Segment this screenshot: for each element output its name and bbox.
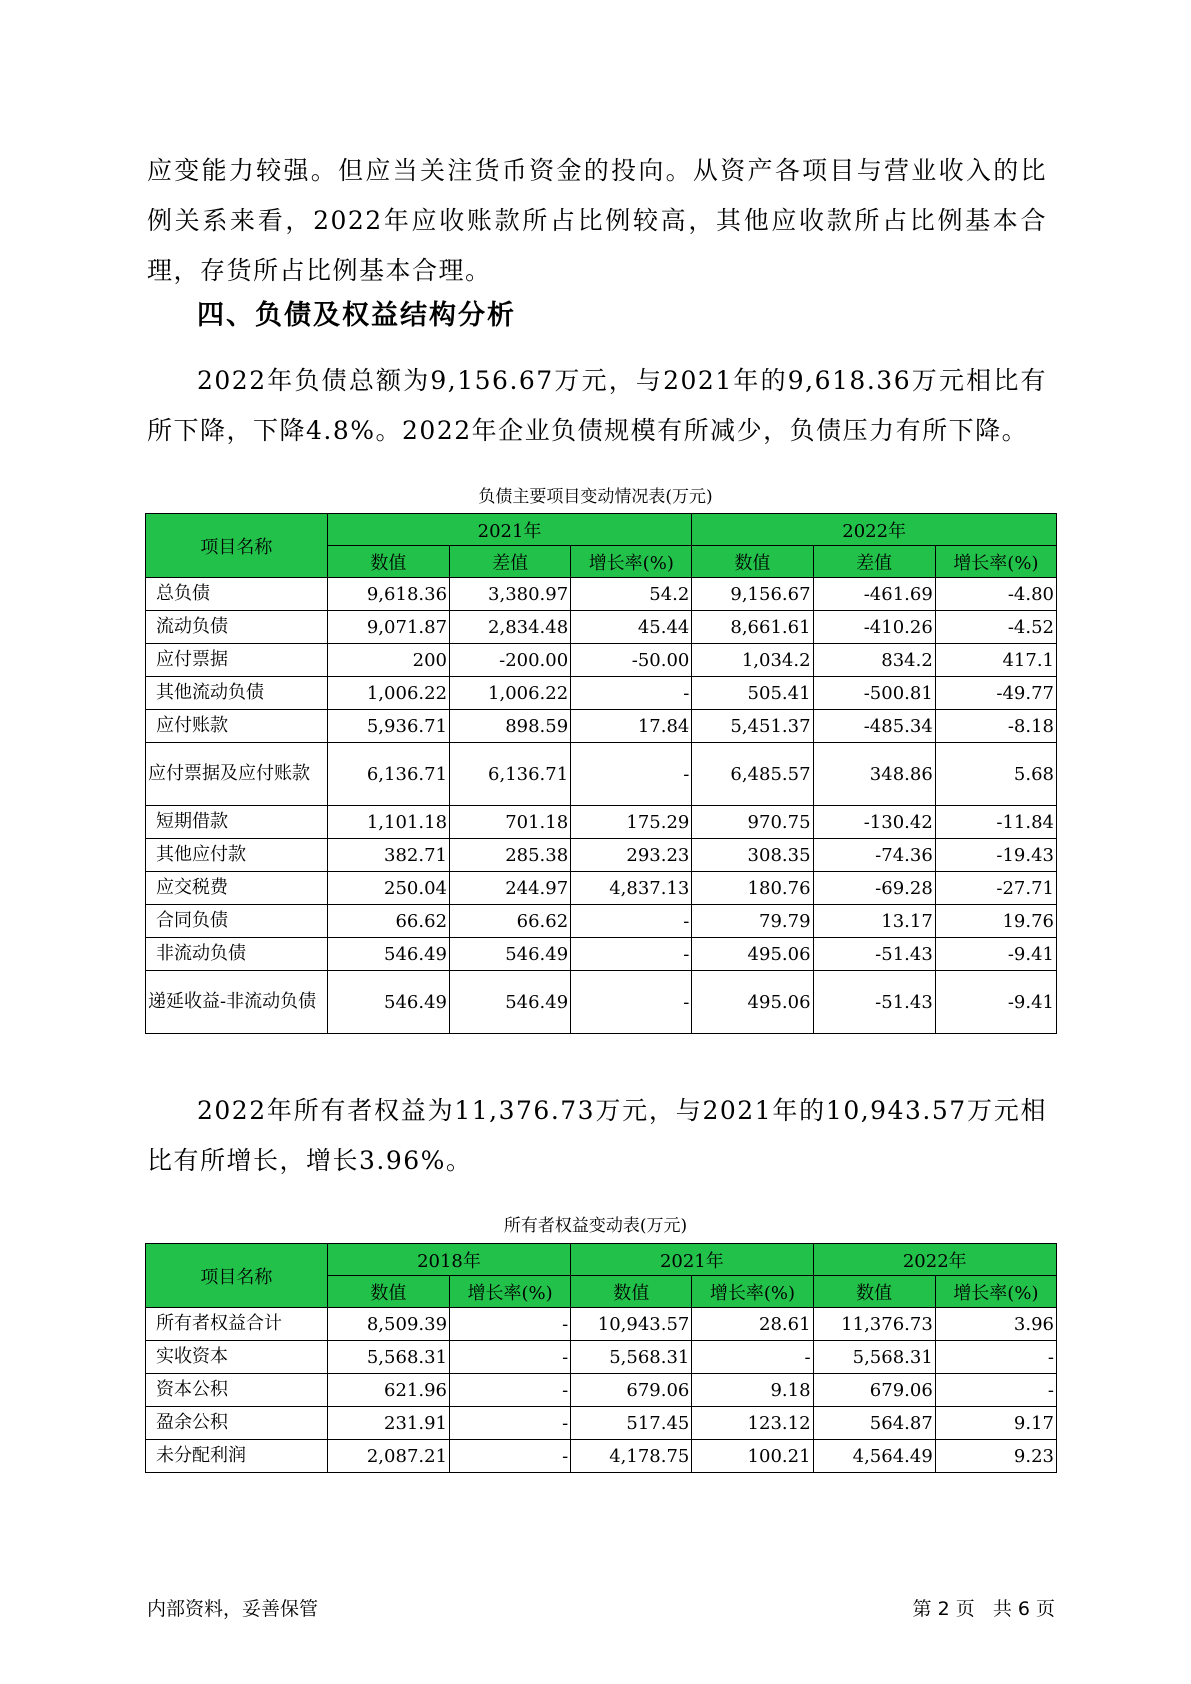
table-cell: 970.75 [692, 806, 813, 839]
table-cell: -485.34 [813, 710, 935, 743]
row-label: 短期借款 [146, 806, 328, 839]
table-cell: 8,509.39 [327, 1308, 449, 1341]
liabilities-paragraph: 2022年负债总额为9,156.67万元，与2021年的9,618.36万元相比有所下降，下降4.8%。2022年企业负债规模有所减少，负债压力有所下降。 [147, 366, 1047, 445]
table-cell: 9.17 [935, 1407, 1056, 1440]
table-cell: 6,136.71 [327, 743, 449, 806]
table-cell: 8,661.61 [692, 611, 813, 644]
row-label: 未分配利润 [146, 1440, 328, 1473]
table-row [146, 677, 1057, 710]
row-label: 应付票据及应付账款 [146, 743, 328, 806]
table-cell: - [935, 1341, 1056, 1374]
table-row [146, 1407, 1057, 1440]
table-cell: 3,380.97 [450, 578, 571, 611]
table-cell: 123.12 [692, 1407, 813, 1440]
table-cell: 10,943.57 [571, 1308, 692, 1341]
table-cell: - [935, 1374, 1056, 1407]
table-cell: -4.52 [935, 611, 1056, 644]
table-cell: 546.49 [327, 971, 449, 1034]
table-cell: 1,006.22 [327, 677, 449, 710]
column-header: 数值 [327, 546, 449, 578]
item-name-header: 项目名称 [146, 514, 328, 578]
table-cell: -410.26 [813, 611, 935, 644]
table-cell: 308.35 [692, 839, 813, 872]
table-cell: 79.79 [692, 905, 813, 938]
table-cell: 417.1 [935, 644, 1056, 677]
table-row [146, 905, 1057, 938]
table-cell: 9.18 [692, 1374, 813, 1407]
table-cell: 9,071.87 [327, 611, 449, 644]
equity-table [145, 1243, 1057, 1473]
table-cell: -50.00 [571, 644, 692, 677]
table-cell: 1,101.18 [327, 806, 449, 839]
equity-paragraph: 2022年所有者权益为11,376.73万元，与2021年的10,943.57万元相比有所增长，增长3.96%。 [147, 1096, 1047, 1175]
table-cell: 505.41 [692, 677, 813, 710]
table-cell: 100.21 [692, 1440, 813, 1473]
table-cell: 2,834.48 [450, 611, 571, 644]
table-cell: 5.68 [935, 743, 1056, 806]
table-cell: -8.18 [935, 710, 1056, 743]
table-row [146, 806, 1057, 839]
table-row [146, 611, 1057, 644]
table-cell: -19.43 [935, 839, 1056, 872]
row-label: 流动负债 [146, 611, 328, 644]
table-cell: 546.49 [450, 938, 571, 971]
year-header: 2021年 [571, 1244, 813, 1276]
table-cell: 13.17 [813, 905, 935, 938]
year-header: 2022年 [813, 1244, 1056, 1276]
table-cell: 5,936.71 [327, 710, 449, 743]
liability-table-caption: 负债主要项目变动情况表(万元) [478, 487, 713, 507]
table-cell: 564.87 [813, 1407, 935, 1440]
table-row [146, 1374, 1057, 1407]
year-header: 2022年 [692, 514, 1057, 546]
table-cell: 382.71 [327, 839, 449, 872]
column-header: 增长率(%) [450, 1276, 571, 1308]
footer-page-number: 第 2 页 共 6 页 [912, 1598, 1055, 1620]
column-header: 差值 [813, 546, 935, 578]
table-cell: - [692, 1341, 813, 1374]
table-row [146, 578, 1057, 611]
table-cell: 9,156.67 [692, 578, 813, 611]
table-cell: 546.49 [327, 938, 449, 971]
row-label: 其他应付款 [146, 839, 328, 872]
row-label: 其他流动负债 [146, 677, 328, 710]
table-row [146, 710, 1057, 743]
section-heading: 四、负债及权益结构分析 [197, 300, 516, 331]
table-cell: 898.59 [450, 710, 571, 743]
table-cell: 517.45 [571, 1407, 692, 1440]
table-cell: 6,136.71 [450, 743, 571, 806]
table-cell: 2,087.21 [327, 1440, 449, 1473]
table-cell: 4,837.13 [571, 872, 692, 905]
table-cell: 66.62 [450, 905, 571, 938]
column-header: 数值 [571, 1276, 692, 1308]
table-cell: -69.28 [813, 872, 935, 905]
table-row [146, 1440, 1057, 1473]
column-header: 增长率(%) [935, 1276, 1056, 1308]
row-label: 总负债 [146, 578, 328, 611]
row-label: 合同负债 [146, 905, 328, 938]
liability-table [145, 513, 1057, 1034]
table-cell: 175.29 [571, 806, 692, 839]
table-cell: -11.84 [935, 806, 1056, 839]
table-cell: - [571, 938, 692, 971]
table-cell: - [571, 743, 692, 806]
table-cell: - [450, 1341, 571, 1374]
table-cell: -51.43 [813, 971, 935, 1034]
table-cell: 679.06 [571, 1374, 692, 1407]
table-cell: 285.38 [450, 839, 571, 872]
table-cell: -51.43 [813, 938, 935, 971]
table-cell: - [571, 905, 692, 938]
table-cell: - [450, 1308, 571, 1341]
table-cell: 701.18 [450, 806, 571, 839]
row-label: 递延收益-非流动负债 [146, 971, 328, 1034]
year-header: 2018年 [327, 1244, 570, 1276]
table-cell: 293.23 [571, 839, 692, 872]
table-row [146, 644, 1057, 677]
table-row [146, 1308, 1057, 1341]
table-cell: 495.06 [692, 938, 813, 971]
column-header: 数值 [692, 546, 813, 578]
table-cell: 6,485.57 [692, 743, 813, 806]
table-cell: 5,451.37 [692, 710, 813, 743]
footer-confidential-note: 内部资料，妥善保管 [147, 1598, 319, 1620]
table-cell: 45.44 [571, 611, 692, 644]
table-cell: -9.41 [935, 971, 1056, 1034]
table-cell: -4.80 [935, 578, 1056, 611]
intro-paragraph: 应变能力较强。但应当关注货币资金的投向。从资产各项目与营业收入的比例关系来看，2022年应收账款所占比例较高，其他应收款所占比例基本合理，存货所占比例基本合理。 [147, 156, 1047, 285]
row-label: 应付账款 [146, 710, 328, 743]
table-cell: -500.81 [813, 677, 935, 710]
table-cell: 1,006.22 [450, 677, 571, 710]
row-label: 应交税费 [146, 872, 328, 905]
table-cell: 834.2 [813, 644, 935, 677]
table-cell: 4,564.49 [813, 1440, 935, 1473]
table-cell: 1,034.2 [692, 644, 813, 677]
column-header: 增长率(%) [692, 1276, 813, 1308]
column-header: 数值 [813, 1276, 935, 1308]
table-cell: 244.97 [450, 872, 571, 905]
table-cell: 250.04 [327, 872, 449, 905]
table-cell: 621.96 [327, 1374, 449, 1407]
column-header: 增长率(%) [935, 546, 1056, 578]
row-label: 资本公积 [146, 1374, 328, 1407]
table-cell: -130.42 [813, 806, 935, 839]
table-cell: 231.91 [327, 1407, 449, 1440]
table-row [146, 938, 1057, 971]
table-cell: 5,568.31 [813, 1341, 935, 1374]
table-cell: 9.23 [935, 1440, 1056, 1473]
column-header: 差值 [450, 546, 571, 578]
table-cell: 17.84 [571, 710, 692, 743]
table-cell: 28.61 [692, 1308, 813, 1341]
table-cell: 5,568.31 [327, 1341, 449, 1374]
table-cell: -200.00 [450, 644, 571, 677]
table-cell: 66.62 [327, 905, 449, 938]
column-header: 增长率(%) [571, 546, 692, 578]
table-row [146, 1341, 1057, 1374]
table-row [146, 839, 1057, 872]
table-cell: 9,618.36 [327, 578, 449, 611]
table-cell: - [450, 1374, 571, 1407]
table-cell: 348.86 [813, 743, 935, 806]
table-cell: 19.76 [935, 905, 1056, 938]
column-header: 数值 [327, 1276, 449, 1308]
item-name-header: 项目名称 [146, 1244, 328, 1308]
row-label: 所有者权益合计 [146, 1308, 328, 1341]
table-cell: 4,178.75 [571, 1440, 692, 1473]
table-cell: 546.49 [450, 971, 571, 1034]
table-cell: -27.71 [935, 872, 1056, 905]
table-cell: 54.2 [571, 578, 692, 611]
table-cell: 11,376.73 [813, 1308, 935, 1341]
table-cell: -74.36 [813, 839, 935, 872]
table-cell: - [571, 677, 692, 710]
row-label: 应付票据 [146, 644, 328, 677]
table-cell: - [450, 1440, 571, 1473]
table-cell: - [571, 971, 692, 1034]
table-row [146, 971, 1057, 1034]
table-cell: 180.76 [692, 872, 813, 905]
year-header: 2021年 [327, 514, 692, 546]
equity-table-caption: 所有者权益变动表(万元) [503, 1216, 688, 1236]
table-cell: - [450, 1407, 571, 1440]
table-row [146, 743, 1057, 806]
table-cell: 495.06 [692, 971, 813, 1034]
table-row [146, 872, 1057, 905]
row-label: 非流动负债 [146, 938, 328, 971]
table-cell: -49.77 [935, 677, 1056, 710]
table-cell: 679.06 [813, 1374, 935, 1407]
table-cell: 3.96 [935, 1308, 1056, 1341]
table-cell: 200 [327, 644, 449, 677]
row-label: 盈余公积 [146, 1407, 328, 1440]
table-cell: -9.41 [935, 938, 1056, 971]
row-label: 实收资本 [146, 1341, 328, 1374]
table-cell: 5,568.31 [571, 1341, 692, 1374]
table-cell: -461.69 [813, 578, 935, 611]
